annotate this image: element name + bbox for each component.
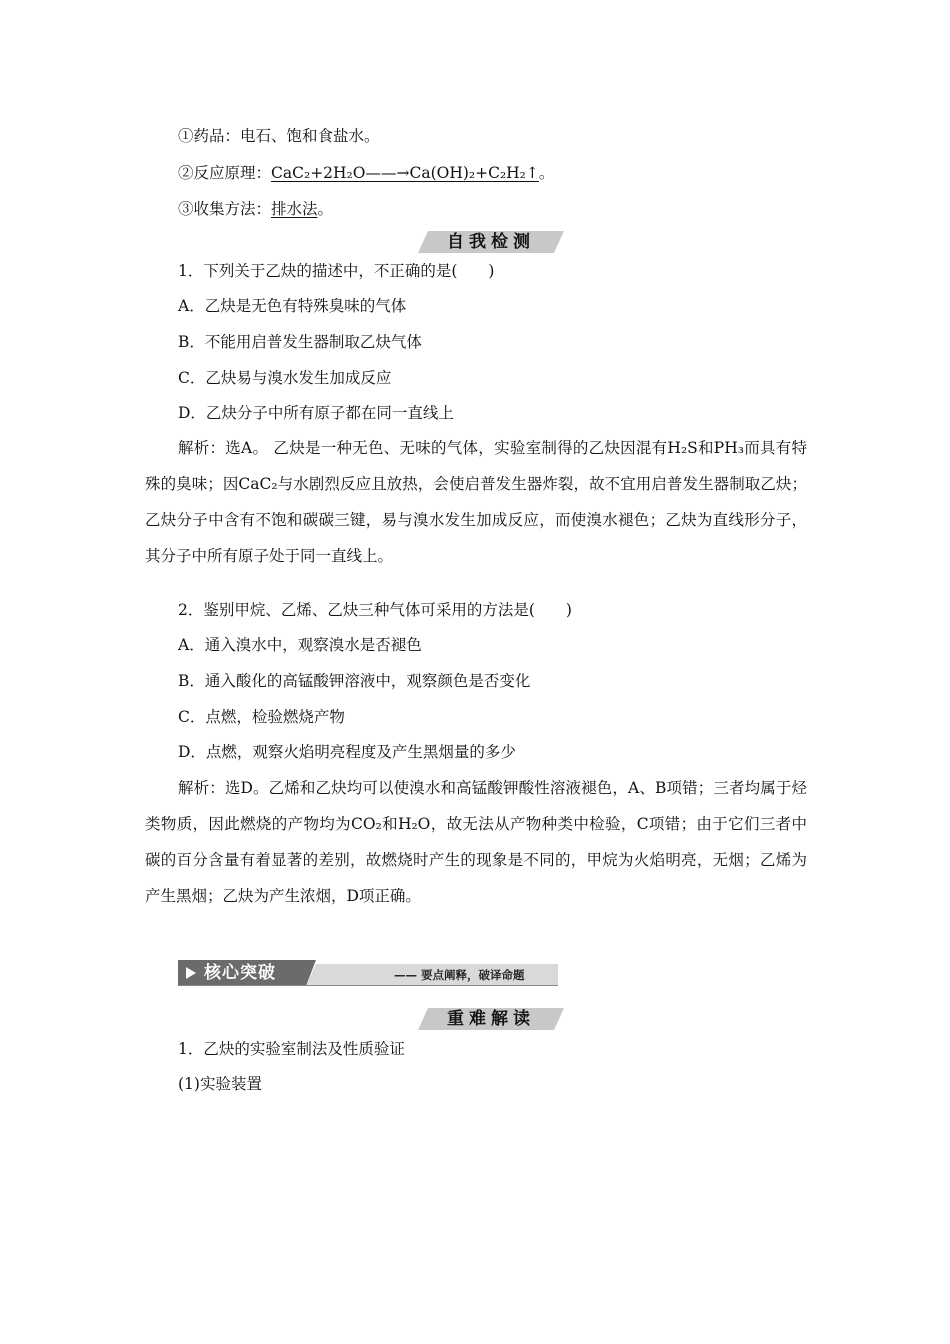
q2-option-b: B．通入酸化的高锰酸钾溶液中，观察颜色是否变化 (178, 672, 531, 690)
q1-option-a: A．乙炔是无色有特殊臭味的气体 (178, 297, 407, 315)
reaction-equation: CaC₂+2H₂O——→Ca(OH)₂+C₂H₂↑ (271, 164, 539, 182)
q1-option-d: D．乙炔分子中所有原子都在同一直线上 (178, 404, 454, 422)
q2-option-c: C．点燃，检验燃烧产物 (178, 708, 345, 726)
principle-end: 。 (538, 164, 555, 182)
self-check-title: 自我检测 (447, 232, 535, 252)
prep-item-reagents: ①药品：电石、饱和食盐水。 (178, 127, 380, 145)
q2-option-a: A．通入溴水中，观察溴水是否褪色 (178, 636, 422, 654)
q1-option-c: C．乙炔易与溴水发生加成反应 (178, 369, 392, 387)
key-point-item-2: (1)实验装置 (178, 1075, 262, 1093)
core-breakthrough-bar (178, 960, 558, 986)
core-subtitle: —— 要点阐释，破译命题 (394, 968, 525, 982)
q1-stem: 1．下列关于乙炔的描述中，不正确的是( ) (178, 262, 495, 280)
q2-stem: 2．鉴别甲烷、乙烯、乙炔三种气体可采用的方法是( ) (178, 601, 572, 619)
key-point-item-1: 1．乙炔的实验室制法及性质验证 (178, 1040, 405, 1058)
collection-answer: 排水法 (271, 200, 318, 218)
key-points-banner (418, 1008, 564, 1030)
core-title: 核心突破 (204, 963, 276, 983)
self-check-banner (418, 231, 564, 253)
prep-item-principle (178, 163, 554, 183)
principle-label: ②反应原理： (178, 164, 272, 182)
play-arrow-icon (186, 967, 196, 979)
prep-item-collection (178, 199, 333, 219)
collection-label: ③收集方法： (178, 200, 272, 218)
q2-analysis: 解析：选D。乙烯和乙炔均可以使溴水和高锰酸钾酸性溶液褪色，A、B项错；三者均属于烃类物质，因此燃烧的产物均为CO₂和H₂O，故无法从产物种类中检验，C项错；由于它们三者中碳的百分含量有着显著的差别，故燃烧时产生的现象是不同的，甲烷为火焰明亮，无烟；乙烯为产生黑烟；乙炔为产生浓烟，D项正确。 (145, 779, 807, 905)
q2-option-d: D．点燃，观察火焰明亮程度及产生黑烟量的多少 (178, 743, 516, 761)
q1-analysis: 解析：选A。 乙炔是一种无色、无味的气体，实验室制得的乙炔因混有H₂S和PH₃而具有特殊的臭味；因CaC₂与水剧烈反应且放热，会使启普发生器炸裂，故不宜用启普发生器制取乙炔；乙炔分子中含有不饱和碳碳三键，易与溴水发生加成反应，而使溴水褪色；乙炔为直线形分子，其分子中所有原子处于同一直线上。 (145, 439, 807, 565)
key-points-title: 重难解读 (447, 1009, 535, 1029)
collection-end: 。 (317, 200, 334, 218)
q1-option-b: B．不能用启普发生器制取乙炔气体 (178, 333, 422, 351)
